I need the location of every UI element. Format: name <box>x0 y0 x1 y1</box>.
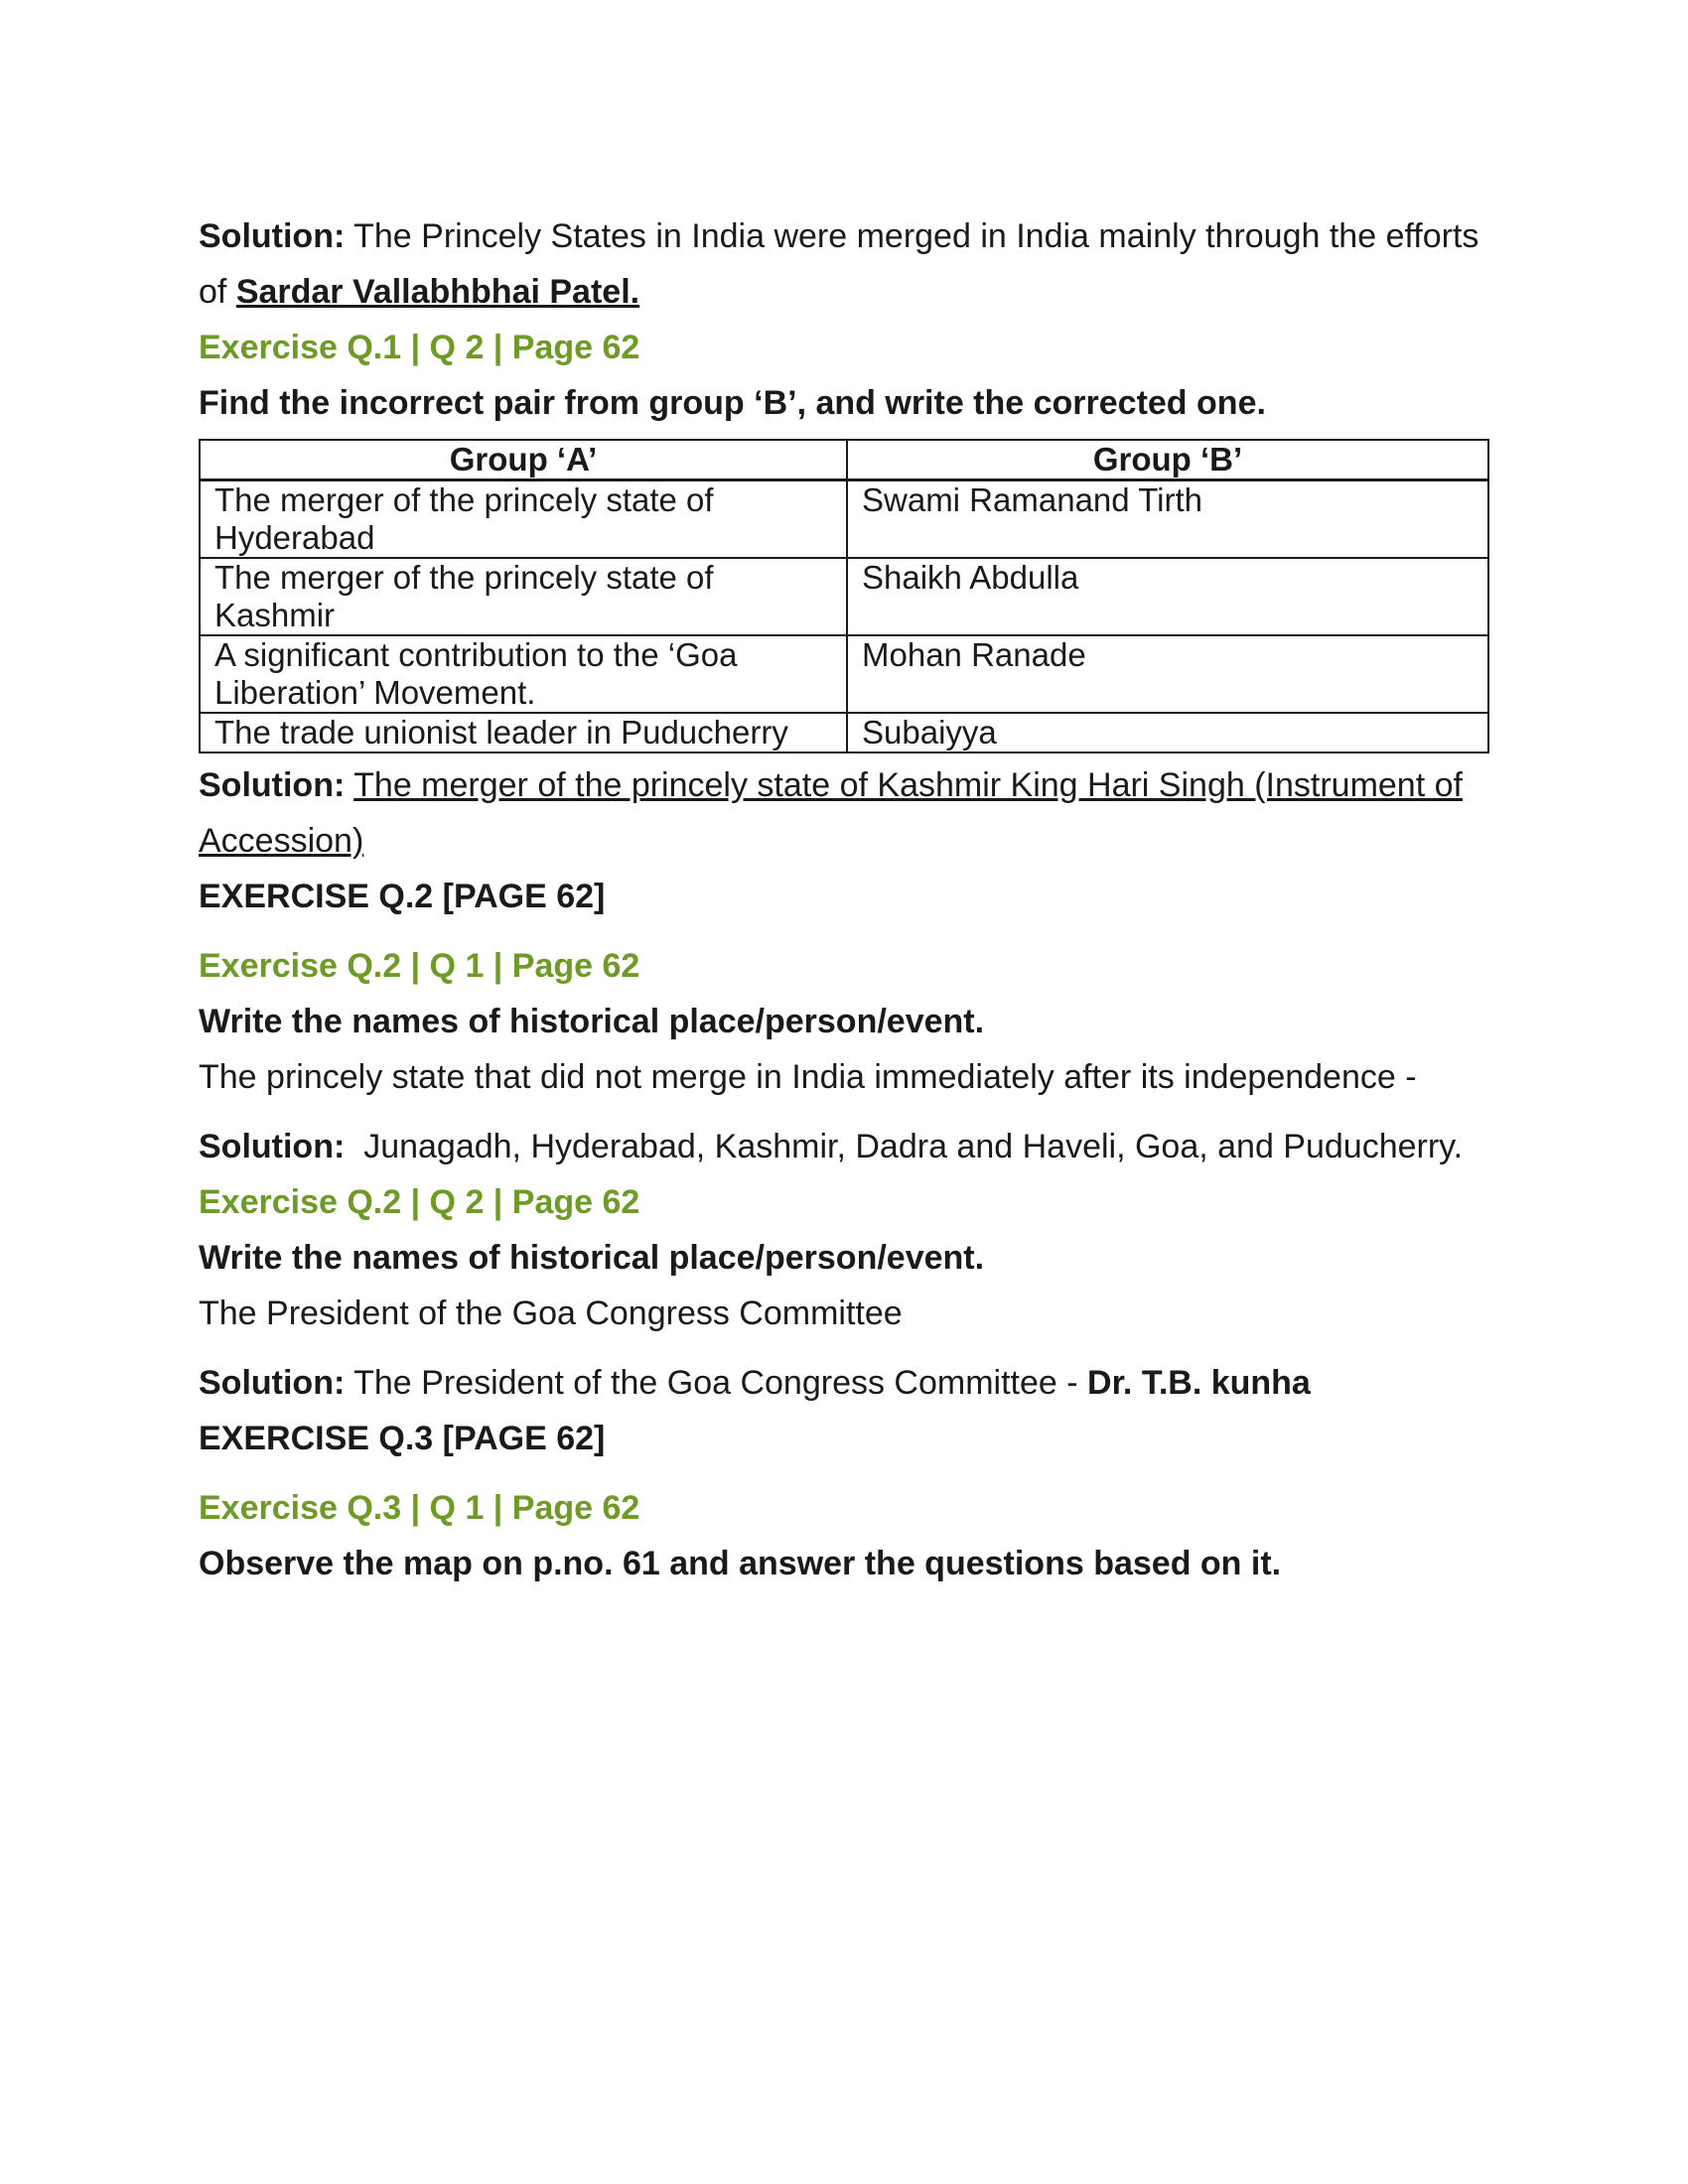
solution-label: Solution: <box>199 766 346 804</box>
prompt-q2-2: The President of the Goa Congress Committee <box>199 1295 903 1332</box>
question-q3-1: Observe the map on p.no. 61 and answer the questions based on it. <box>199 1545 1282 1582</box>
cell-group-a: The merger of the princely state of Kashmir <box>200 558 847 635</box>
solution-answer: Dr. T.B. kunha <box>1087 1364 1311 1402</box>
solution-text: of <box>199 273 236 311</box>
solution-1 <box>199 208 1489 264</box>
table-header-row <box>200 440 1488 480</box>
document-content <box>199 208 1489 1591</box>
cell-group-b: Subaiyya <box>847 713 1488 752</box>
question-q2-1: Write the names of historical place/person/event. <box>199 1003 985 1040</box>
solution-text: The merger of the princely state of Kashmir King Hari Singh (Instrument of <box>353 766 1463 804</box>
solution-label: Solution: <box>199 1364 346 1402</box>
solution-text: Junagadh, Hyderabad, Kashmir, Dadra and Haveli, Goa, and Puducherry. <box>345 1128 1464 1165</box>
spacer <box>199 1466 1489 1480</box>
cell-group-a: The merger of the princely state of Hyderabad <box>200 480 847 559</box>
match-table <box>199 439 1489 753</box>
solution-4 <box>199 1355 1489 1411</box>
prompt-q2-1: The princely state that did not merge in India immediately after its independence - <box>199 1058 1417 1096</box>
header-group-a: Group ‘A’ <box>200 440 847 480</box>
exercise-heading-q2-2: Exercise Q.2 | Q 2 | Page 62 <box>199 1183 640 1221</box>
solution-text: The President of the Goa Congress Committee - <box>345 1364 1088 1402</box>
cell-group-b: Swami Ramanand Tirth <box>847 480 1488 559</box>
cell-group-b: Shaikh Abdulla <box>847 558 1488 635</box>
solution-2 <box>199 757 1489 813</box>
solution-label: Solution: <box>199 217 346 255</box>
table-row <box>200 558 1488 635</box>
solution-text: Accession) <box>199 822 364 860</box>
solution-text: The Princely States in India were merged in India mainly through the efforts <box>345 217 1479 255</box>
table-row <box>200 713 1488 752</box>
exercise-heading-q2-1: Exercise Q.2 | Q 1 | Page 62 <box>199 947 640 985</box>
solution-3 <box>199 1119 1489 1174</box>
section-heading-q3: EXERCISE Q.3 [PAGE 62] <box>199 1420 606 1457</box>
spacer <box>199 924 1489 938</box>
table-row <box>200 480 1488 559</box>
solution-label: Solution: <box>199 1128 346 1165</box>
section-heading-q2: EXERCISE Q.2 [PAGE 62] <box>199 878 606 915</box>
cell-group-a: The trade unionist leader in Puducherry <box>200 713 847 752</box>
exercise-heading-q1-2: Exercise Q.1 | Q 2 | Page 62 <box>199 329 640 366</box>
solution-answer: Sardar Vallabhbhai Patel. <box>235 273 640 311</box>
solution-1-continued <box>199 264 1489 320</box>
solution-2-continued <box>199 813 1489 869</box>
question-q1-2: Find the incorrect pair from group ‘B’, and write the corrected one. <box>199 384 1266 422</box>
cell-group-b: Mohan Ranade <box>847 635 1488 713</box>
spacer <box>199 1341 1489 1355</box>
header-group-b: Group ‘B’ <box>847 440 1488 480</box>
spacer <box>199 1105 1489 1119</box>
cell-group-a: A significant contribution to the ‘Goa Liberation’ Movement. <box>200 635 847 713</box>
exercise-heading-q3-1: Exercise Q.3 | Q 1 | Page 62 <box>199 1489 640 1527</box>
table-row <box>200 635 1488 713</box>
question-q2-2: Write the names of historical place/person/event. <box>199 1239 985 1277</box>
